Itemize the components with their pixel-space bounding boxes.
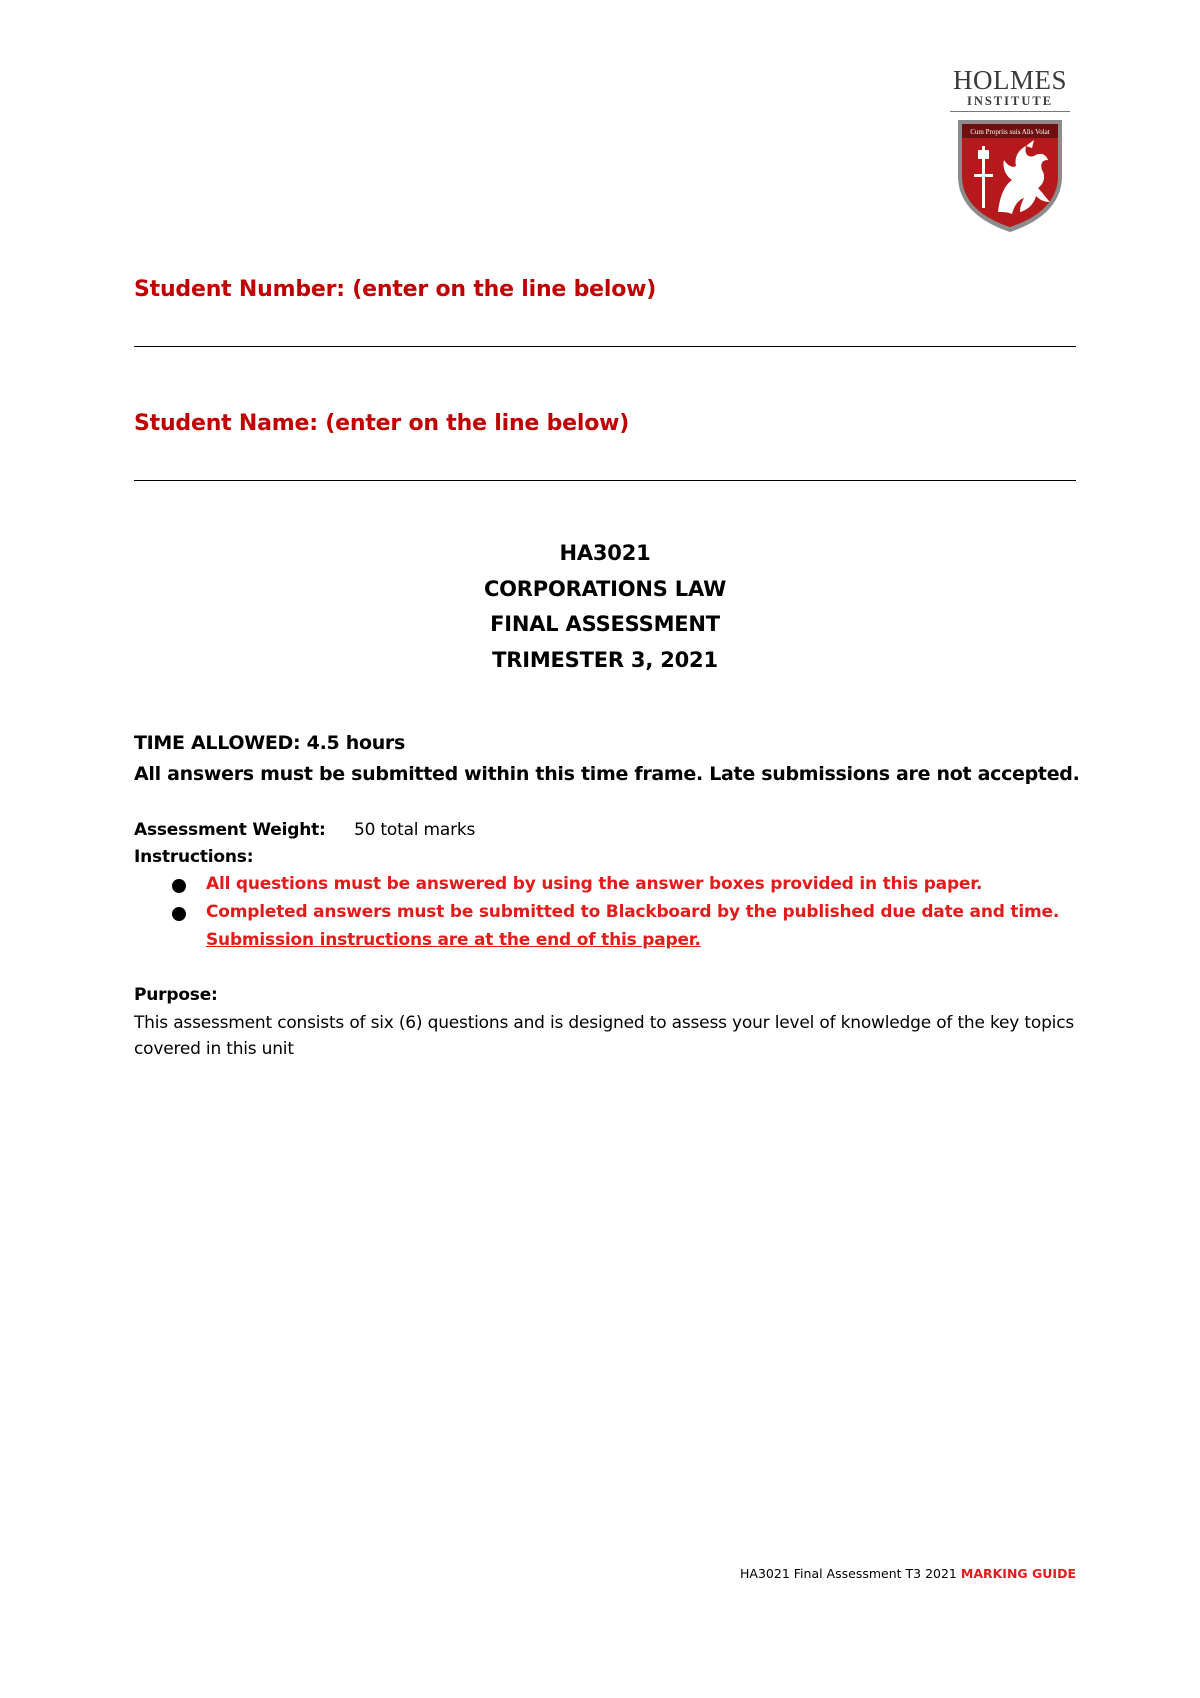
assessment-type: FINAL ASSESSMENT [490, 612, 720, 636]
title-block [134, 536, 1076, 678]
student-name-line[interactable] [134, 480, 1076, 481]
marking-guide-label: MARKING GUIDE [960, 1566, 1076, 1581]
unit-name: CORPORATIONS LAW [483, 576, 727, 601]
purpose-label: Purpose: [134, 985, 218, 1005]
student-number-line[interactable] [134, 346, 1076, 347]
instruction-item: Completed answers must be submitted to Blackboard by the published due date and time. [206, 902, 1060, 922]
trimester: TRIMESTER 3, 2021 [492, 647, 718, 672]
unit-code: HA3021 [559, 541, 651, 565]
footer-text: HA3021 Final Assessment T3 2021 [740, 1566, 957, 1581]
page-footer [740, 1566, 1076, 1581]
submission-instructions-note: Submission instructions are at the end of this paper. [206, 930, 701, 950]
instructions-label: Instructions: [134, 847, 254, 867]
logo-wordmark: HOLMES [952, 65, 1067, 95]
holmes-institute-logo [950, 66, 1070, 234]
assessment-weight-label: Assessment Weight: [134, 820, 326, 840]
purpose-text: This assessment consists of six (6) questions and is designed to assess your level of knowledge of the key topics covered in this unit [134, 1013, 1074, 1059]
student-number-label: Student Number: (enter on the line below) [134, 277, 657, 302]
late-submission-note: All answers must be submitted within this time frame. Late submissions are not accepted. [134, 763, 1080, 785]
student-name-label: Student Name: (enter on the line below) [134, 411, 630, 436]
bullet-icon [172, 907, 186, 921]
bullet-icon [172, 879, 186, 893]
time-allowed: TIME ALLOWED: 4.5 hours [134, 732, 406, 754]
shield-crest-icon [954, 116, 1066, 234]
logo-subtitle: INSTITUTE [950, 94, 1070, 112]
assessment-weight-value: 50 total marks [354, 820, 476, 840]
svg-text:Cum Propriis suis Alis Volat: Cum Propriis suis Alis Volat [970, 128, 1050, 136]
instruction-item: All questions must be answered by using the answer boxes provided in this paper. [206, 874, 983, 894]
